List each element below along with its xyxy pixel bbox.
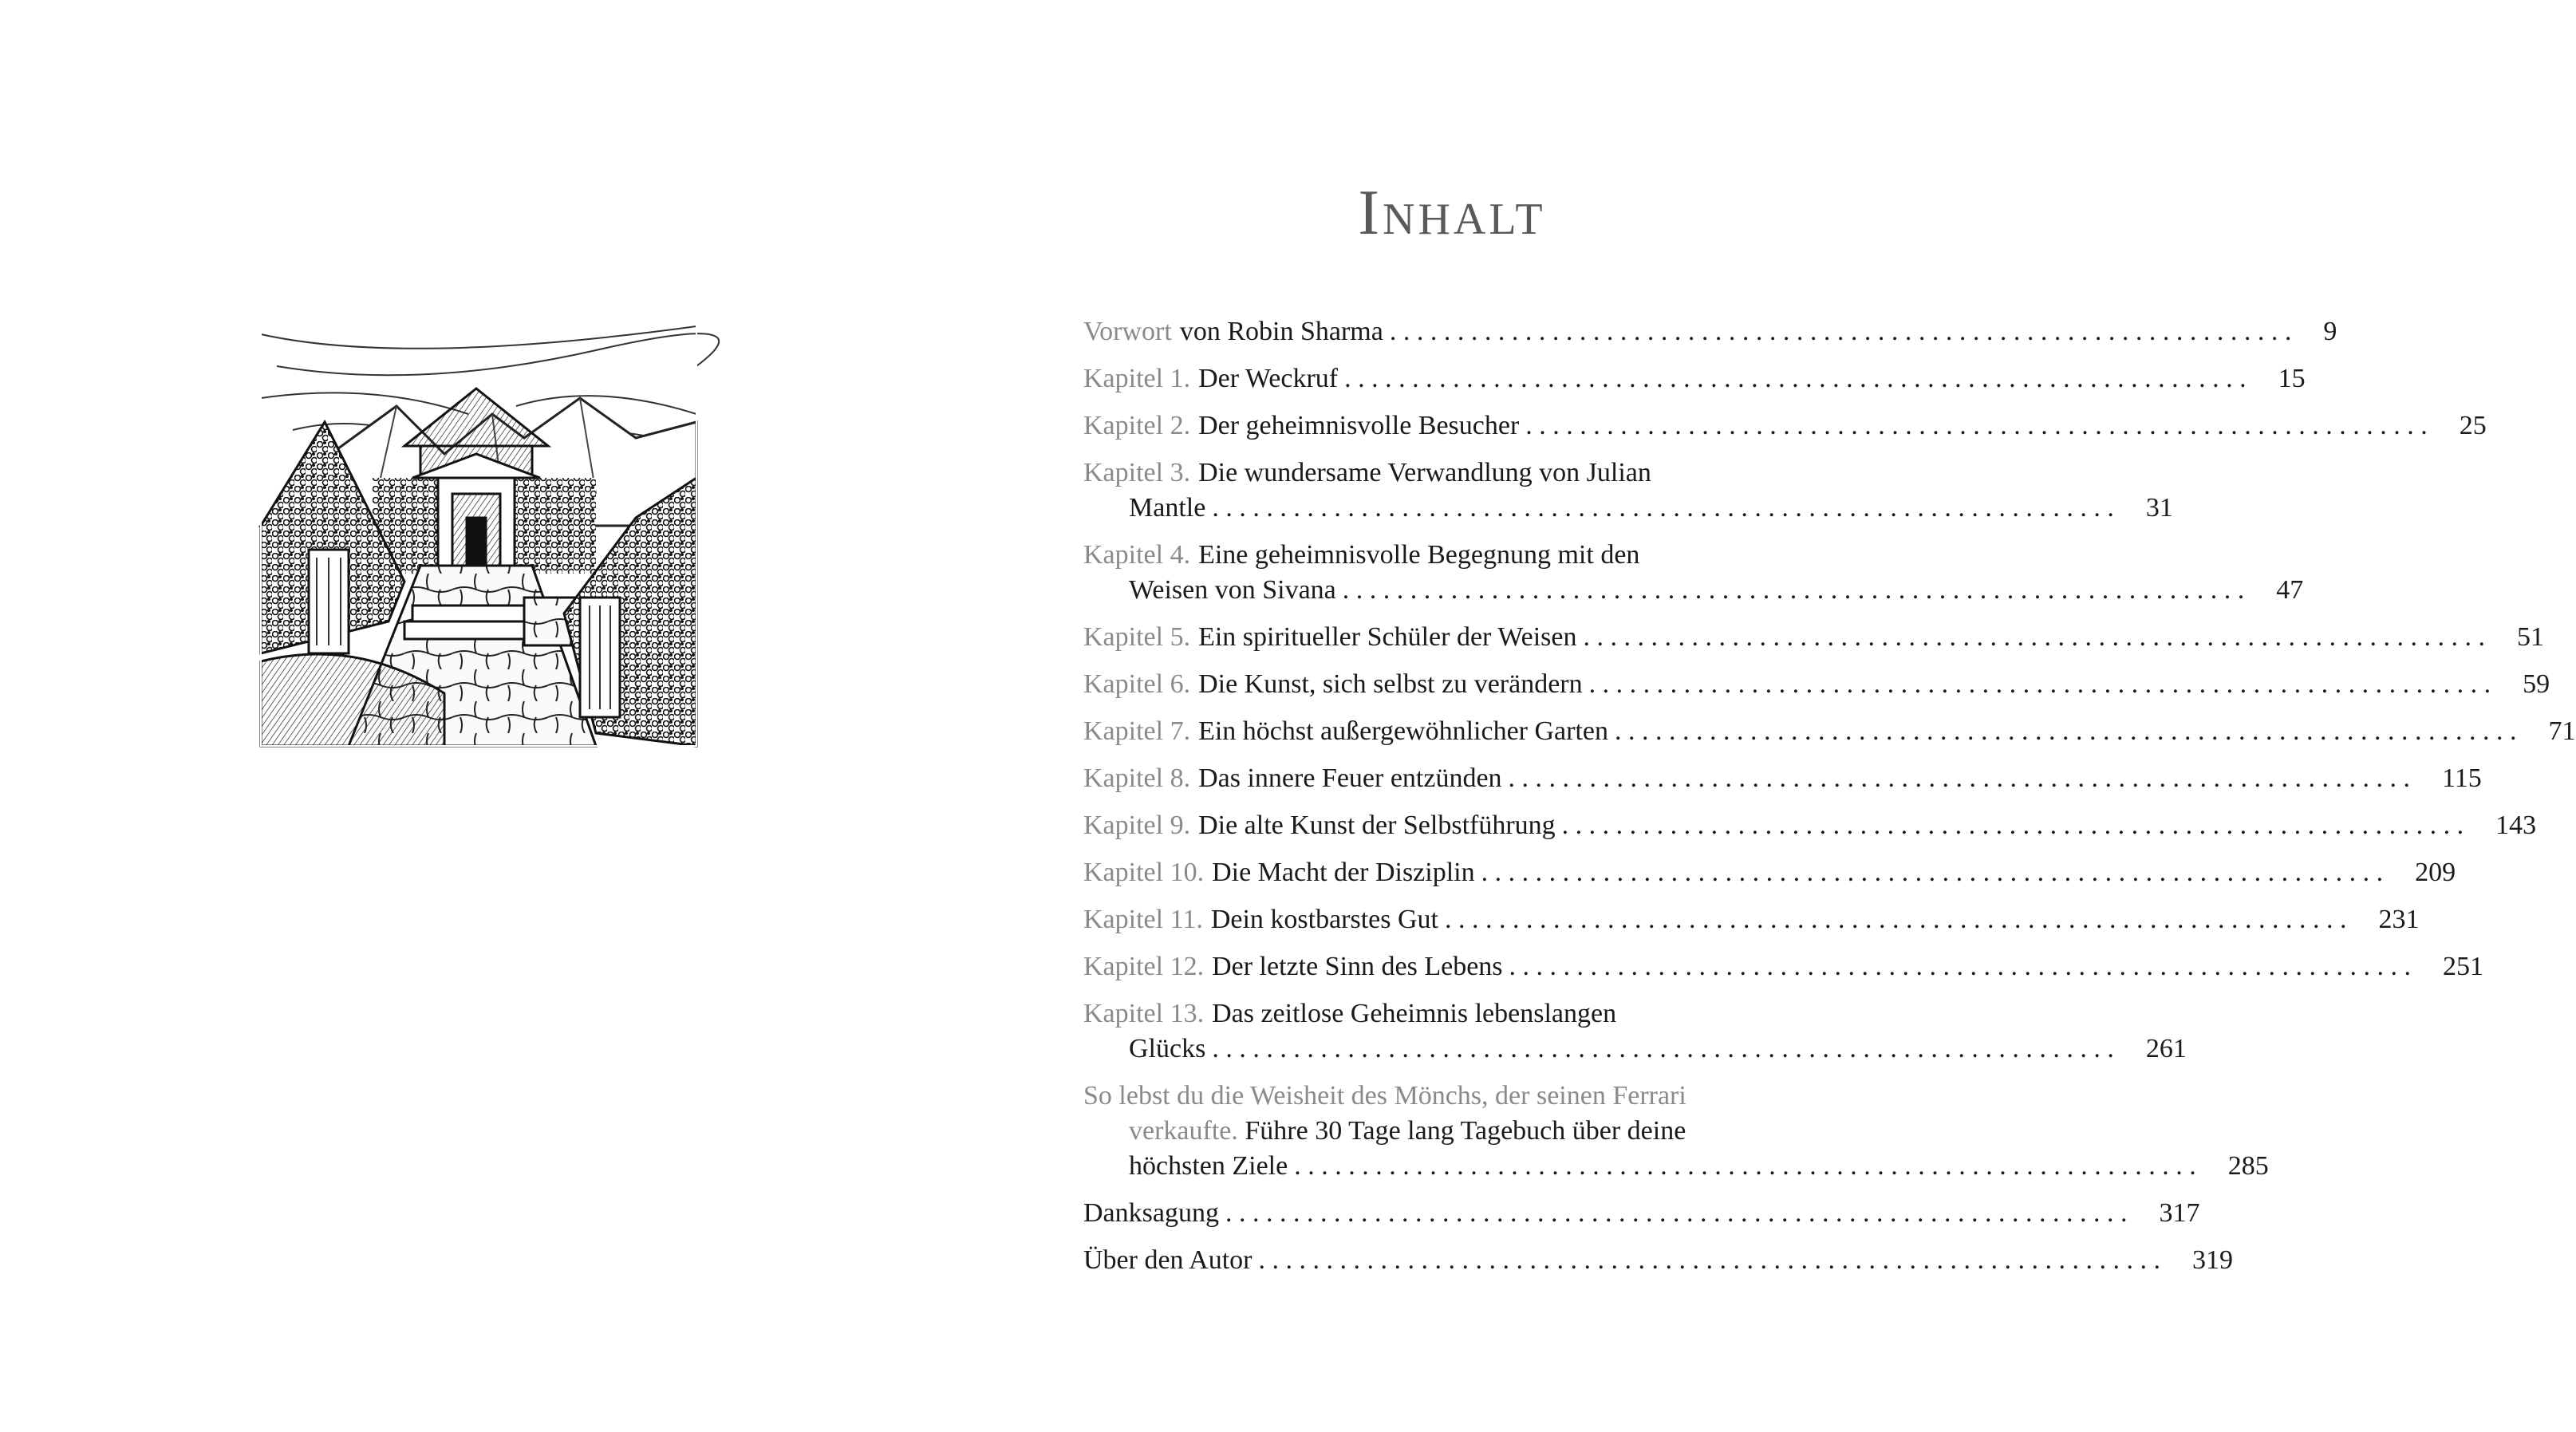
toc-page-number: 25 (2459, 411, 2487, 440)
dot-leader: . . . . . . . . . . . . . . . . . . . . . . . . . . . . . . . . . . . . . . . . . . . . . . . . . . . . . . . . . . . . . . . . . . . (1561, 811, 2464, 840)
toc-page-number: 209 (2415, 858, 2456, 887)
dot-leader: . . . . . . . . . . . . . . . . . . . . . . . . . . . . . . . . . . . . . . . . . . . . . . . . . . . . . . . . . . . . . . . . . . . (1344, 364, 2247, 393)
toc-entry (1083, 996, 2187, 1067)
dot-leader: . . . . . . . . . . . . . . . . . . . . . . . . . . . . . . . . . . . . . . . . . . . . . . . . . . . . . . . . . . . . . . . . . . . (1615, 716, 2517, 746)
dot-leader: . . . . . . . . . . . . . . . . . . . . . . . . . . . . . . . . . . . . . . . . . . . . . . . . . . . . . . . . . . . . . . . . . . . (1389, 317, 2292, 346)
dot-leader: . . . . . . . . . . . . . . . . . . . . . . . . . . . . . . . . . . . . . . . . . . . . . . . . . . . . . . . . . . . . . . . . . . . (1588, 669, 2491, 699)
toc-entry-label: Kapitel 4. (1083, 540, 1191, 570)
toc-entry-label-continued: verkaufte. (1129, 1116, 1238, 1146)
toc-page-number: 231 (2378, 905, 2420, 934)
toc-entry-title: Die wundersame Verwandlung von Julian (1198, 458, 1651, 487)
toc-entry-label: Kapitel 11. (1083, 905, 1203, 934)
toc-entry (1083, 902, 2420, 937)
toc-page-number: 115 (2442, 763, 2482, 793)
toc-entry-label: Kapitel 6. (1083, 669, 1191, 699)
dot-leader: . . . . . . . . . . . . . . . . . . . . . . . . . . . . . . . . . . . . . . . . . . . . . . . . . . . . . . . . . . . . . . . . . . . (1258, 1245, 2161, 1275)
toc-entry-title-continued: Glücks (1129, 1034, 1206, 1063)
toc-entry (1083, 620, 2544, 655)
toc-entry-label: Kapitel 7. (1083, 716, 1191, 746)
toc-page-number: 71 (2548, 716, 2576, 746)
toc-entry-title: Führe 30 Tage lang Tagebuch über deine (1245, 1116, 1686, 1146)
toc-page-number: 31 (2145, 493, 2173, 523)
toc-entry (1083, 808, 2537, 843)
dot-leader: . . . . . . . . . . . . . . . . . . . . . . . . . . . . . . . . . . . . . . . . . . . . . . . . . . . . . . . . . . . . . . . . . . . (1225, 1198, 2128, 1228)
toc-entry-label: Vorwort (1083, 317, 1172, 346)
toc-entry-title: Ein spiritueller Schüler der Weisen (1198, 622, 1577, 652)
toc-entry (1083, 855, 2456, 890)
toc-entry-title: Das zeitlose Geheimnis lebenslangen (1212, 999, 1617, 1028)
dot-leader: . . . . . . . . . . . . . . . . . . . . . . . . . . . . . . . . . . . . . . . . . . . . . . . . . . . . . . . . . . . . . . . . . . . (1212, 1034, 2114, 1063)
toc-page-number: 15 (2278, 364, 2306, 393)
dot-leader: . . . . . . . . . . . . . . . . . . . . . . . . . . . . . . . . . . . . . . . . . . . . . . . . . . . . . . . . . . . . . . . . . . . (1509, 952, 2412, 981)
toc-entry-title: Der Weckruf (1198, 364, 1339, 393)
toc-entry (1083, 408, 2487, 444)
toc-entry-title: Eine geheimnisvolle Begegnung mit den (1198, 540, 1640, 570)
toc-entry (1083, 456, 2173, 526)
toc-entry-label: So lebst du die Weisheit des Mönchs, der seinen Ferrari (1083, 1081, 1686, 1110)
toc-page-number: 9 (2323, 317, 2337, 346)
dot-leader: . . . . . . . . . . . . . . . . . . . . . . . . . . . . . . . . . . . . . . . . . . . . . . . . . . . . . . . . . . . . . . . . . . . (1481, 858, 2384, 887)
toc-entry-label: Kapitel 1. (1083, 364, 1191, 393)
dot-leader: . . . . . . . . . . . . . . . . . . . . . . . . . . . . . . . . . . . . . . . . . . . . . . . . . . . . . . . . . . . . . . . . . . . (1508, 763, 2411, 793)
toc-entry-title: Das innere Feuer entzünden (1198, 763, 1502, 793)
toc-entry-label: Kapitel 2. (1083, 411, 1191, 440)
toc-entry-label: Kapitel 13. (1083, 999, 1205, 1028)
toc-entry-title-continued: Mantle (1129, 493, 1206, 523)
dot-leader: . . . . . . . . . . . . . . . . . . . . . . . . . . . . . . . . . . . . . . . . . . . . . . . . . . . . . . . . . . . . . . . . . . . (1212, 493, 2114, 523)
toc-entry-acknowledgements (1083, 1196, 2200, 1231)
toc-entry (1083, 667, 2550, 702)
toc-entry-title-continued: Weisen von Sivana (1129, 575, 1336, 605)
toc-entry-journal (1083, 1079, 2269, 1184)
toc-page-number: 47 (2276, 575, 2304, 605)
toc-entry (1083, 314, 2337, 349)
toc-entry-label: Kapitel 3. (1083, 458, 1191, 487)
toc-entry-label: Kapitel 10. (1083, 858, 1205, 887)
dot-leader: . . . . . . . . . . . . . . . . . . . . . . . . . . . . . . . . . . . . . . . . . . . . . . . . . . . . . . . . . . . . . . . . . . . (1525, 411, 2428, 440)
toc-page-number: 317 (2159, 1198, 2200, 1228)
toc-page-number: 261 (2145, 1034, 2187, 1063)
toc-page-number: 143 (2495, 811, 2537, 840)
dot-leader: . . . . . . . . . . . . . . . . . . . . . . . . . . . . . . . . . . . . . . . . . . . . . . . . . . . . . . . . . . . . . . . . . . . (1583, 622, 2485, 652)
toc-entry-title: Die alte Kunst der Selbstführung (1198, 811, 1556, 840)
toc-entry (1083, 949, 2484, 984)
toc-entry-about-author (1083, 1243, 2234, 1278)
toc-page-number: 51 (2516, 622, 2544, 652)
dot-leader: . . . . . . . . . . . . . . . . . . . . . . . . . . . . . . . . . . . . . . . . . . . . . . . . . . . . . . . . . . . . . . . . . . . (1342, 575, 2245, 605)
toc-page-number: 59 (2523, 669, 2550, 699)
toc-entry-title: Der letzte Sinn des Lebens (1212, 952, 1503, 981)
toc-entry-title: Die Kunst, sich selbst zu verändern (1198, 669, 1583, 699)
toc-entry-title: Dein kostbarstes Gut (1210, 905, 1438, 934)
page-title: Inhalt (1358, 178, 1546, 248)
toc-entry-label: Kapitel 9. (1083, 811, 1191, 840)
toc-page-number: 251 (2443, 952, 2484, 981)
toc-page-number: 285 (2227, 1151, 2269, 1181)
toc-entry-title-continued: höchsten Ziele (1129, 1151, 1288, 1181)
toc-entry-title: Ein höchst außergewöhnlicher Garten (1198, 716, 1608, 746)
toc-entry-title: Über den Autor (1083, 1245, 1252, 1275)
toc-entry-label: Kapitel 12. (1083, 952, 1205, 981)
toc-entry (1083, 714, 2576, 749)
table-of-contents (1083, 314, 2576, 1290)
toc-entry-title: Die Macht der Disziplin (1212, 858, 1475, 887)
toc-entry (1083, 761, 2482, 796)
toc-entry-title: Der geheimnisvolle Besucher (1198, 411, 1520, 440)
toc-entry (1083, 538, 2304, 608)
dot-leader: . . . . . . . . . . . . . . . . . . . . . . . . . . . . . . . . . . . . . . . . . . . . . . . . . . . . . . . . . . . . . . . . . . . (1294, 1151, 2196, 1181)
toc-entry-label: Kapitel 5. (1083, 622, 1191, 652)
toc-entry-title: von Robin Sharma (1179, 317, 1383, 346)
toc-entry-title: Danksagung (1083, 1198, 1219, 1228)
toc-entry-label: Kapitel 8. (1083, 763, 1191, 793)
toc-page-number: 319 (2192, 1245, 2234, 1275)
toc-entry (1083, 361, 2306, 396)
temple-gate-illustration (261, 318, 696, 746)
dot-leader: . . . . . . . . . . . . . . . . . . . . . . . . . . . . . . . . . . . . . . . . . . . . . . . . . . . . . . . . . . . . . . . . . . . (1445, 905, 2347, 934)
